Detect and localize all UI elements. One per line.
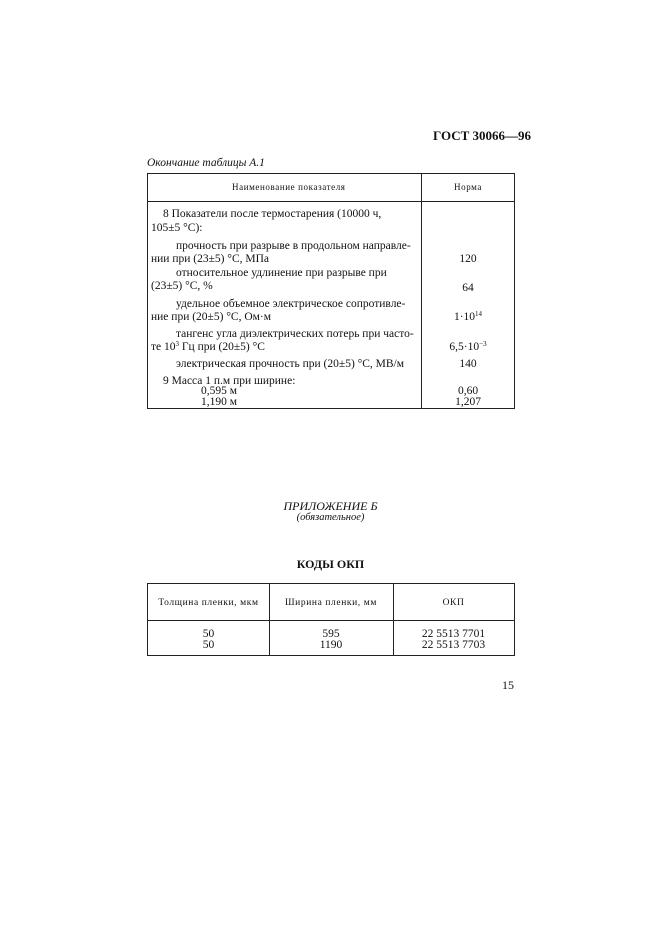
row-text: относительное удлинение при разрыве при [176, 267, 387, 279]
row-text: 9 Масса 1 п.м при ширине: [163, 375, 296, 387]
row-value: 1,207 [455, 396, 481, 408]
okp-table [147, 583, 515, 656]
row-value: 0,60 [457, 385, 479, 397]
row-text: 0,595 м [201, 385, 238, 397]
column-header-thickness: Толщина пленки, мкм [158, 598, 259, 608]
table-cell: 22 5513 7703 [421, 639, 486, 651]
row-text: удельное объемное электрическое сопротивле- [176, 298, 406, 310]
column-header-width: Ширина пленки, мм [285, 598, 377, 608]
column-header-okp: ОКП [442, 598, 465, 608]
section-heading: КОДЫ ОКП [296, 557, 365, 571]
row-text: 8 Показатели после термостарения (10000 ч, [163, 208, 382, 220]
row-text: (23±5) °С, % [151, 280, 213, 292]
page-number: 15 [502, 678, 514, 692]
appendix-title: ПРИЛОЖЕНИЕ Б [283, 499, 378, 513]
row-value: 64 [462, 282, 474, 294]
row-text: электрическая прочность при (20±5) °С, МВ/м [176, 358, 405, 370]
document-code: ГОСТ 30066—96 [433, 128, 532, 143]
row-text: 1,190 м [201, 396, 238, 408]
row-text: прочность при разрыве в продольном направле- [176, 240, 411, 252]
appendix-subtitle: (обязательное) [296, 512, 365, 523]
table-a1 [147, 173, 515, 409]
row-value: $1\cdot 10^{14}$ [453, 310, 483, 323]
column-header-name: Наименование показателя [232, 182, 346, 192]
row-text: 105±5 °С): [151, 222, 203, 234]
row-text: ние при (20±5) °С, Ом·м [151, 311, 272, 323]
row-text: те $10^3$ Гц при (20±5) °С [151, 340, 265, 353]
table-cell: 595 [322, 628, 340, 640]
row-value: $6,5\cdot 10^{-3}$ [449, 340, 487, 353]
row-value: 120 [459, 253, 477, 265]
table-cell: 50 [202, 628, 215, 640]
table-cell: 22 5513 7701 [421, 628, 486, 640]
table-cell: 50 [202, 639, 215, 651]
row-value: 140 [459, 358, 477, 370]
table-continuation-caption: Окончание таблицы А.1 [147, 157, 265, 169]
row-text: тангенс угла диэлектрических потерь при часто- [176, 328, 414, 340]
row-text: нии при (23±5) °С, МПа [151, 253, 270, 265]
table-cell: 1190 [319, 639, 343, 651]
column-header-norm: Норма [454, 182, 482, 192]
